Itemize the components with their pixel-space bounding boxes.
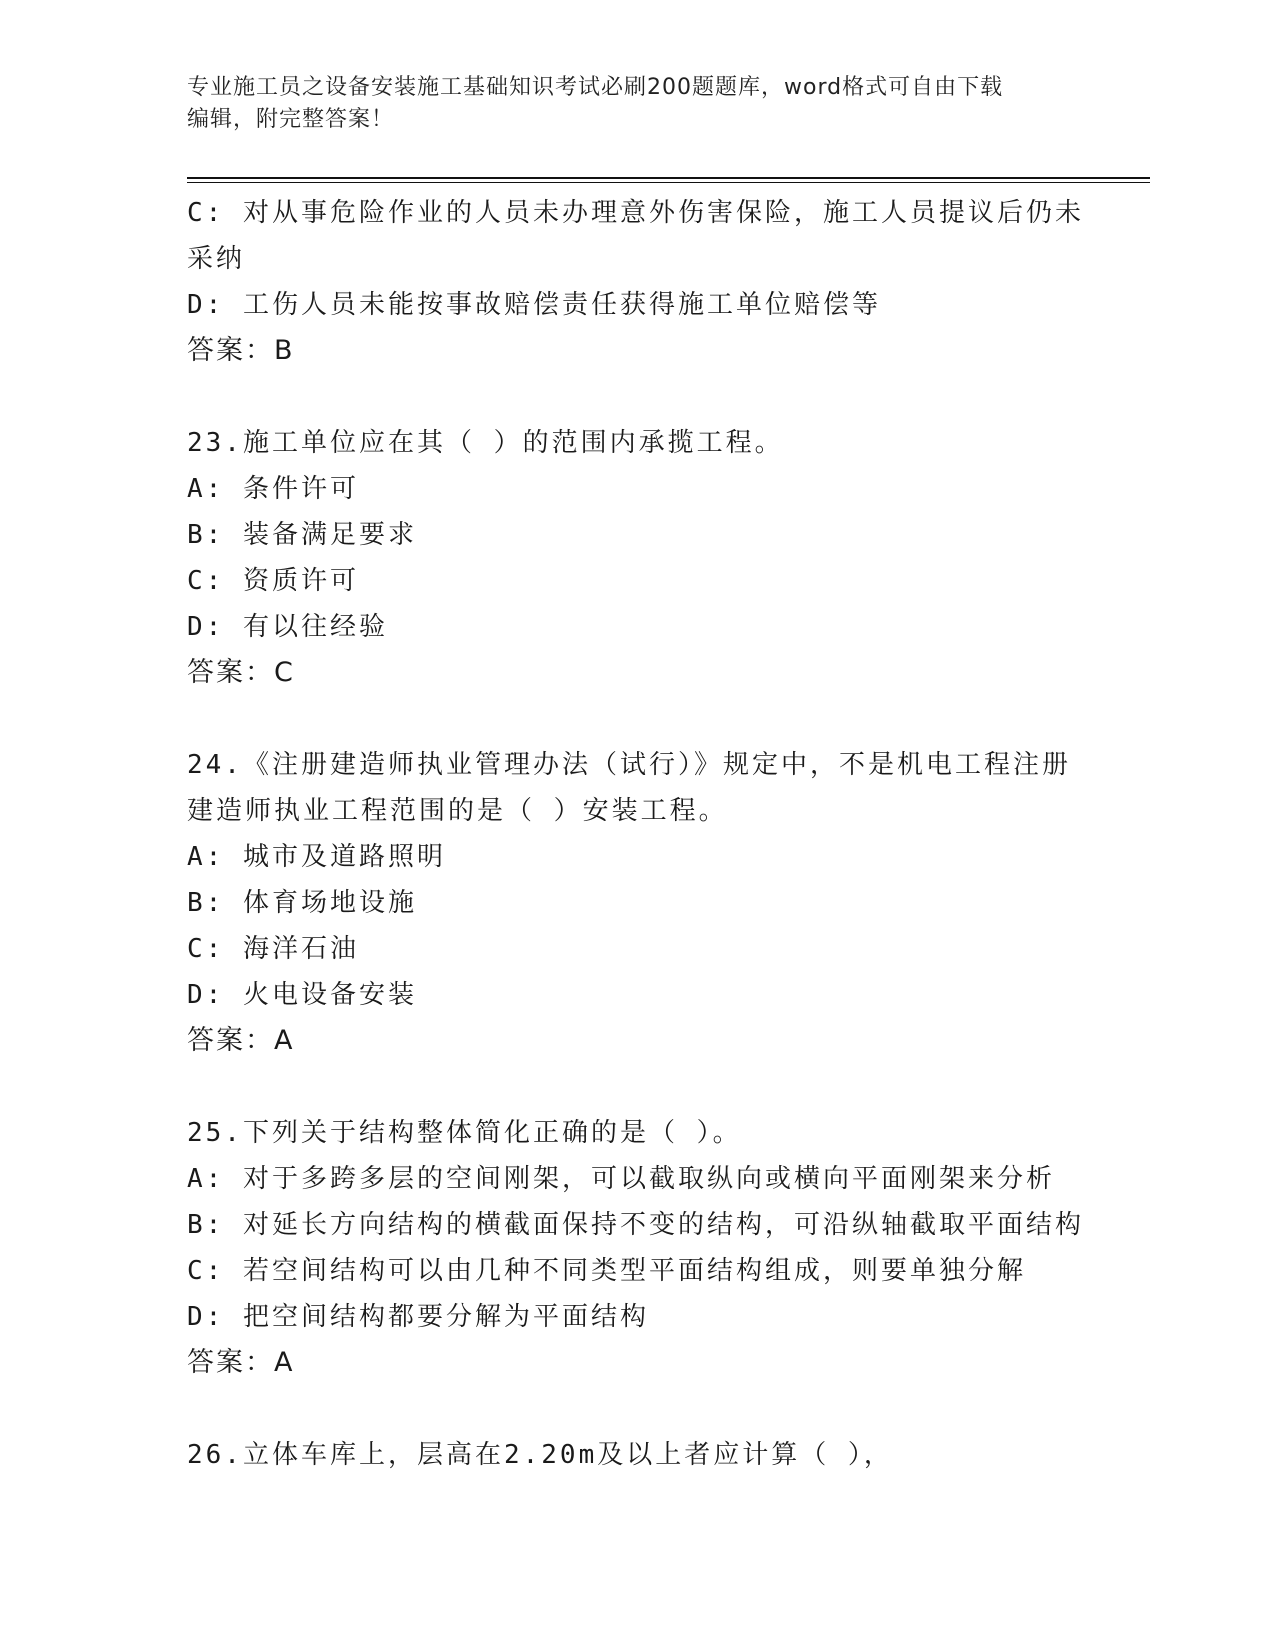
question-list <box>187 190 1087 1478</box>
q25-question: 25.下列关于结构整体简化正确的是（ ）。 <box>187 1118 742 1148</box>
q26-question: 26.立体车库上，层高在2.20m及以上者应计算（ ）， <box>187 1440 893 1470</box>
q24-option-c: C: 海洋石油 <box>187 934 359 964</box>
question-gap <box>187 1386 1087 1432</box>
q23-question: 23.施工单位应在其（ ）的范围内承揽工程。 <box>187 428 784 458</box>
q23-option-d: D: 有以往经验 <box>187 612 388 642</box>
header-title-line2: 编辑，附完整答案！ <box>187 107 395 132</box>
q23-option-a: A: 条件许可 <box>187 474 359 504</box>
page-header <box>187 72 1077 136</box>
question-gap <box>187 696 1087 742</box>
header-divider-thick <box>187 177 1150 179</box>
header-divider-thin <box>187 182 1150 183</box>
q24-option-b: B: 体育场地设施 <box>187 888 417 918</box>
q25-option-d: D: 把空间结构都要分解为平面结构 <box>187 1302 649 1332</box>
q24-question-line1: 24.《注册建造师执业管理办法（试行）》规定中，不是机电工程注册 <box>187 750 1071 780</box>
question-gap <box>187 1064 1087 1110</box>
q22-option-c-line1: C: 对从事危险作业的人员未办理意外伤害保险，施工人员提议后仍未 <box>187 198 1084 228</box>
q25-option-c: C: 若空间结构可以由几种不同类型平面结构组成，则要单独分解 <box>187 1256 1026 1286</box>
header-title-line1: 专业施工员之设备安装施工基础知识考试必刷200题题库，word格式可自由下载 <box>187 75 1004 100</box>
q23-option-c: C: 资质许可 <box>187 566 359 596</box>
q25-answer: 答案：A <box>187 1347 295 1378</box>
q22-answer: 答案：B <box>187 335 295 366</box>
q24-option-a: A: 城市及道路照明 <box>187 842 446 872</box>
q24-question-line2: 建造师执业工程范围的是（ ）安装工程。 <box>187 796 728 826</box>
q25-option-a: A: 对于多跨多层的空间刚架，可以截取纵向或横向平面刚架来分析 <box>187 1164 1055 1194</box>
q24-option-d: D: 火电设备安装 <box>187 980 417 1010</box>
q25-option-b: B: 对延长方向结构的横截面保持不变的结构，可沿纵轴截取平面结构 <box>187 1210 1084 1240</box>
q23-option-b: B: 装备满足要求 <box>187 520 417 550</box>
question-gap <box>187 374 1087 420</box>
q24-answer: 答案：A <box>187 1025 295 1056</box>
q22-option-d: D: 工伤人员未能按事故赔偿责任获得施工单位赔偿等 <box>187 290 881 320</box>
q23-answer: 答案：C <box>187 657 295 688</box>
q22-option-c-line2: 采纳 <box>187 244 246 274</box>
